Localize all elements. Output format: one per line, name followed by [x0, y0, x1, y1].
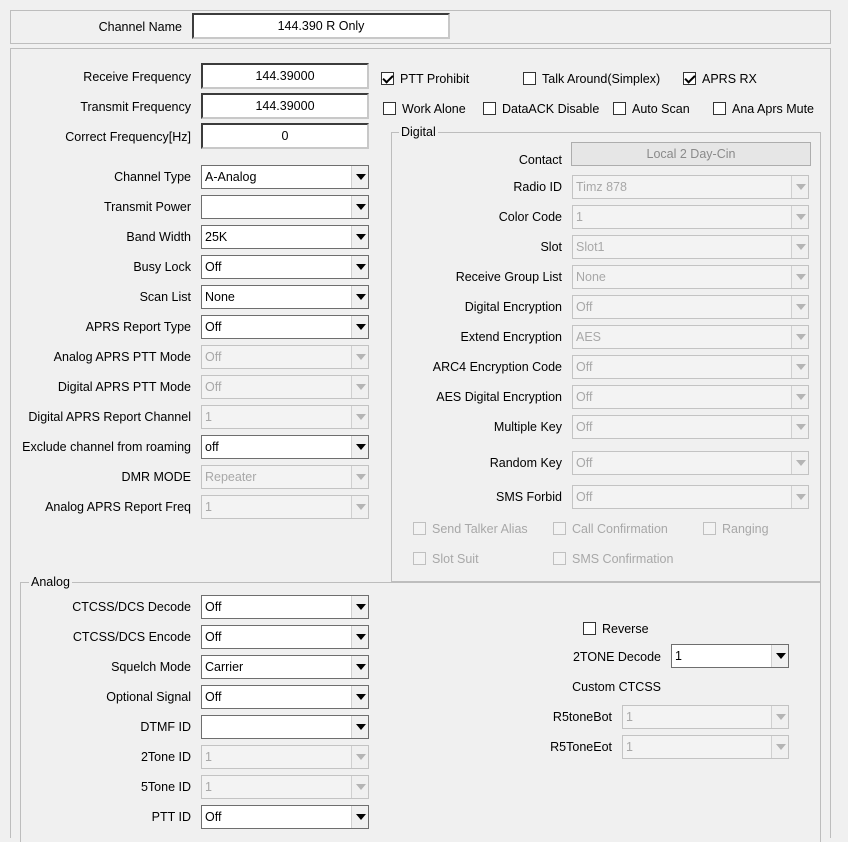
ctcss-decode-value: Off	[205, 600, 222, 614]
ptt-id-value: Off	[205, 810, 222, 824]
chevron-down-icon	[351, 496, 368, 518]
two-tone-id-value: 1	[205, 750, 212, 764]
chevron-down-icon	[791, 356, 808, 378]
arc4-encryption-code-select[interactable]	[572, 355, 809, 379]
chevron-down-icon	[351, 626, 368, 648]
reverse-check-icon	[583, 622, 596, 635]
chevron-down-icon	[351, 806, 368, 828]
chevron-down-icon	[791, 236, 808, 258]
slot-label: Slot	[540, 240, 562, 254]
slot-value: Slot1	[576, 240, 605, 254]
color-code-label: Color Code	[498, 210, 562, 224]
radio-id-value: Timz 878	[576, 180, 627, 194]
channel-type-value: A-Analog	[205, 170, 257, 184]
receive-group-list-label: Receive Group List	[455, 270, 562, 284]
chevron-down-icon	[351, 346, 368, 368]
sms-forbid-label: SMS Forbid	[496, 490, 562, 504]
squelch-mode-label: Squelch Mode	[111, 660, 191, 674]
ctcss-encode-label: CTCSS/DCS Encode	[72, 630, 191, 644]
digital-aprs-report-channel-label: Digital APRS Report Channel	[28, 410, 191, 424]
chevron-down-icon	[791, 416, 808, 438]
transmit-frequency-label: Transmit Frequency	[80, 100, 191, 114]
extend-encryption-select[interactable]	[572, 325, 809, 349]
digital-group-title: Digital	[401, 125, 436, 139]
talk-around-label: Talk Around(Simplex)	[542, 72, 661, 86]
chevron-down-icon	[351, 656, 368, 678]
chevron-down-icon	[791, 296, 808, 318]
chevron-down-icon	[771, 645, 788, 667]
chevron-down-icon	[351, 746, 368, 768]
multiple-key-label: Multiple Key	[493, 420, 562, 434]
busy-lock-label: Busy Lock	[133, 260, 191, 274]
color-code-value: 1	[576, 210, 583, 224]
arc4-encryption-code-label: ARC4 Encryption Code	[432, 360, 562, 374]
ctcss-encode-select[interactable]	[201, 625, 369, 649]
call-confirmation-checkbox[interactable]	[553, 520, 668, 538]
chevron-down-icon	[351, 686, 368, 708]
multiple-key-select[interactable]	[572, 415, 809, 439]
correct-frequency-label: Correct Frequency[Hz]	[65, 130, 191, 144]
contact-button[interactable]: Local 2 Day-Cin	[571, 142, 811, 166]
r5tone-bot-select[interactable]	[622, 705, 789, 729]
transmit-frequency-input[interactable]: 144.39000	[201, 93, 369, 119]
digital-aprs-report-channel-value: 1	[205, 410, 212, 424]
radio-id-select[interactable]	[572, 175, 809, 199]
send-talker-alias-checkbox[interactable]	[413, 520, 528, 538]
scan-list-label: Scan List	[139, 290, 191, 304]
chevron-down-icon	[351, 226, 368, 248]
chevron-down-icon	[351, 376, 368, 398]
two-tone-decode-value: 1	[675, 649, 682, 663]
digital-aprs-ptt-mode-select[interactable]	[201, 375, 369, 399]
ptt-id-label: PTT ID	[151, 810, 191, 824]
two-tone-decode-label: 2TONE Decode	[572, 650, 661, 664]
digital-encryption-value: Off	[576, 300, 593, 314]
transmit-power-label: Transmit Power	[103, 200, 191, 214]
slot-suit-checkbox[interactable]	[413, 550, 479, 568]
scan-list-value: None	[205, 290, 235, 304]
scan-list-select[interactable]	[201, 285, 369, 309]
dtmf-id-select[interactable]	[201, 715, 369, 739]
chevron-down-icon	[351, 166, 368, 188]
ranging-checkbox[interactable]	[703, 520, 769, 538]
auto-scan-label: Auto Scan	[632, 102, 690, 116]
channel-name-input[interactable]: 144.390 R Only	[192, 13, 450, 39]
receive-frequency-input[interactable]: 144.39000	[201, 63, 369, 89]
chevron-down-icon	[771, 706, 788, 728]
r5tone-eot-value: 1	[626, 740, 633, 754]
aes-digital-encryption-select[interactable]	[572, 385, 809, 409]
chevron-down-icon	[791, 266, 808, 288]
exclude-roaming-label: Exclude channel from roaming	[22, 440, 191, 454]
ptt-id-select[interactable]	[201, 805, 369, 829]
two-tone-decode-select[interactable]	[671, 644, 789, 668]
ctcss-decode-select[interactable]	[201, 595, 369, 619]
channel-type-select[interactable]	[201, 165, 369, 189]
reverse-checkbox[interactable]	[583, 620, 649, 638]
chevron-down-icon	[771, 736, 788, 758]
analog-aprs-report-freq-value: 1	[205, 500, 212, 514]
sms-confirmation-label: SMS Confirmation	[572, 552, 674, 566]
chevron-down-icon	[351, 286, 368, 308]
analog-aprs-report-freq-select[interactable]	[201, 495, 369, 519]
work-alone-label: Work Alone	[402, 102, 466, 116]
optional-signal-select[interactable]	[201, 685, 369, 709]
squelch-mode-select[interactable]	[201, 655, 369, 679]
r5tone-eot-select[interactable]	[622, 735, 789, 759]
chevron-down-icon	[351, 256, 368, 278]
sms-forbid-select[interactable]	[572, 485, 809, 509]
band-width-select[interactable]	[201, 225, 369, 249]
ranging-label: Ranging	[722, 522, 769, 536]
chevron-down-icon	[791, 206, 808, 228]
receive-frequency-label: Receive Frequency	[83, 70, 191, 84]
dtmf-id-label: DTMF ID	[140, 720, 191, 734]
analog-aprs-ptt-mode-select[interactable]	[201, 345, 369, 369]
chevron-down-icon	[791, 452, 808, 474]
analog-aprs-report-freq-label: Analog APRS Report Freq	[45, 500, 191, 514]
digital-encryption-select[interactable]	[572, 295, 809, 319]
aes-digital-encryption-label: AES Digital Encryption	[436, 390, 562, 404]
multiple-key-value: Off	[576, 420, 593, 434]
slot-suit-label: Slot Suit	[432, 552, 479, 566]
aes-digital-encryption-value: Off	[576, 390, 593, 404]
digital-aprs-ptt-mode-value: Off	[205, 380, 222, 394]
receive-group-list-value: None	[576, 270, 606, 284]
extend-encryption-label: Extend Encryption	[460, 330, 562, 344]
squelch-mode-value: Carrier	[205, 660, 244, 674]
random-key-value: Off	[576, 456, 593, 470]
five-tone-id-value: 1	[205, 780, 212, 794]
random-key-select[interactable]	[572, 451, 809, 475]
sms-confirmation-check-icon	[553, 552, 566, 565]
analog-aprs-ptt-mode-label: Analog APRS PTT Mode	[53, 350, 191, 364]
aprs-report-type-label: APRS Report Type	[85, 320, 191, 334]
two-tone-id-label: 2Tone ID	[140, 750, 191, 764]
five-tone-id-select[interactable]	[201, 775, 369, 799]
analog-group-title: Analog	[31, 575, 70, 589]
chevron-down-icon	[351, 406, 368, 428]
chevron-down-icon	[351, 596, 368, 618]
ana-aprs-mute-label: Ana Aprs Mute	[732, 102, 814, 116]
channel-type-label: Channel Type	[114, 170, 191, 184]
reverse-label: Reverse	[602, 622, 649, 636]
dmr-mode-value: Repeater	[205, 470, 257, 484]
exclude-roaming-select[interactable]	[201, 435, 369, 459]
sms-forbid-value: Off	[576, 490, 593, 504]
two-tone-id-select[interactable]	[201, 745, 369, 769]
slot-suit-check-icon	[413, 552, 426, 565]
r5tone-bot-value: 1	[626, 710, 633, 724]
chevron-down-icon	[351, 316, 368, 338]
contact-label: Contact	[518, 153, 562, 167]
busy-lock-select[interactable]	[201, 255, 369, 279]
dmr-mode-label: DMR MODE	[121, 470, 191, 484]
r5tone-bot-label: R5toneBot	[552, 710, 612, 724]
digital-aprs-report-channel-select[interactable]	[201, 405, 369, 429]
chevron-down-icon	[351, 466, 368, 488]
digital-encryption-label: Digital Encryption	[464, 300, 562, 314]
extend-encryption-value: AES	[576, 330, 602, 344]
five-tone-id-label: 5Tone ID	[140, 780, 191, 794]
chevron-down-icon	[351, 716, 368, 738]
random-key-label: Random Key	[489, 456, 562, 470]
chevron-down-icon	[791, 386, 808, 408]
color-code-select[interactable]	[572, 205, 809, 229]
digital-aprs-ptt-mode-label: Digital APRS PTT Mode	[57, 380, 191, 394]
ctcss-encode-value: Off	[205, 630, 222, 644]
call-confirmation-check-icon	[553, 522, 566, 535]
receive-group-list-select[interactable]	[572, 265, 809, 289]
slot-select[interactable]	[572, 235, 809, 259]
arc4-encryption-code-value: Off	[576, 360, 593, 374]
band-width-label: Band Width	[126, 230, 191, 244]
call-confirmation-label: Call Confirmation	[572, 522, 668, 536]
transmit-power-select[interactable]	[201, 195, 369, 219]
exclude-roaming-value: off	[205, 440, 219, 454]
aprs-report-type-value: Off	[205, 320, 222, 334]
radio-id-label: Radio ID	[513, 180, 562, 194]
correct-frequency-input[interactable]: 0	[201, 123, 369, 149]
dmr-mode-select[interactable]	[201, 465, 369, 489]
aprs-rx-label: APRS RX	[702, 72, 757, 86]
channel-name-label: Channel Name	[98, 20, 182, 34]
custom-ctcss-label: Custom CTCSS	[572, 680, 661, 694]
optional-signal-label: Optional Signal	[106, 690, 191, 704]
chevron-down-icon	[791, 176, 808, 198]
busy-lock-value: Off	[205, 260, 222, 274]
ranging-check-icon	[703, 522, 716, 535]
chevron-down-icon	[791, 486, 808, 508]
chevron-down-icon	[351, 196, 368, 218]
aprs-report-type-select[interactable]	[201, 315, 369, 339]
chevron-down-icon	[791, 326, 808, 348]
chevron-down-icon	[351, 436, 368, 458]
analog-aprs-ptt-mode-value: Off	[205, 350, 222, 364]
band-width-value: 25K	[205, 230, 228, 244]
send-talker-alias-check-icon	[413, 522, 426, 535]
r5tone-eot-label: R5ToneEot	[550, 740, 612, 754]
ptt-prohibit-label: PTT Prohibit	[400, 72, 470, 86]
data-ack-disable-label: DataACK Disable	[502, 102, 600, 116]
optional-signal-value: Off	[205, 690, 222, 704]
send-talker-alias-label: Send Talker Alias	[432, 522, 528, 536]
chevron-down-icon	[351, 776, 368, 798]
sms-confirmation-checkbox[interactable]	[553, 550, 673, 568]
ctcss-decode-label: CTCSS/DCS Decode	[72, 600, 191, 614]
